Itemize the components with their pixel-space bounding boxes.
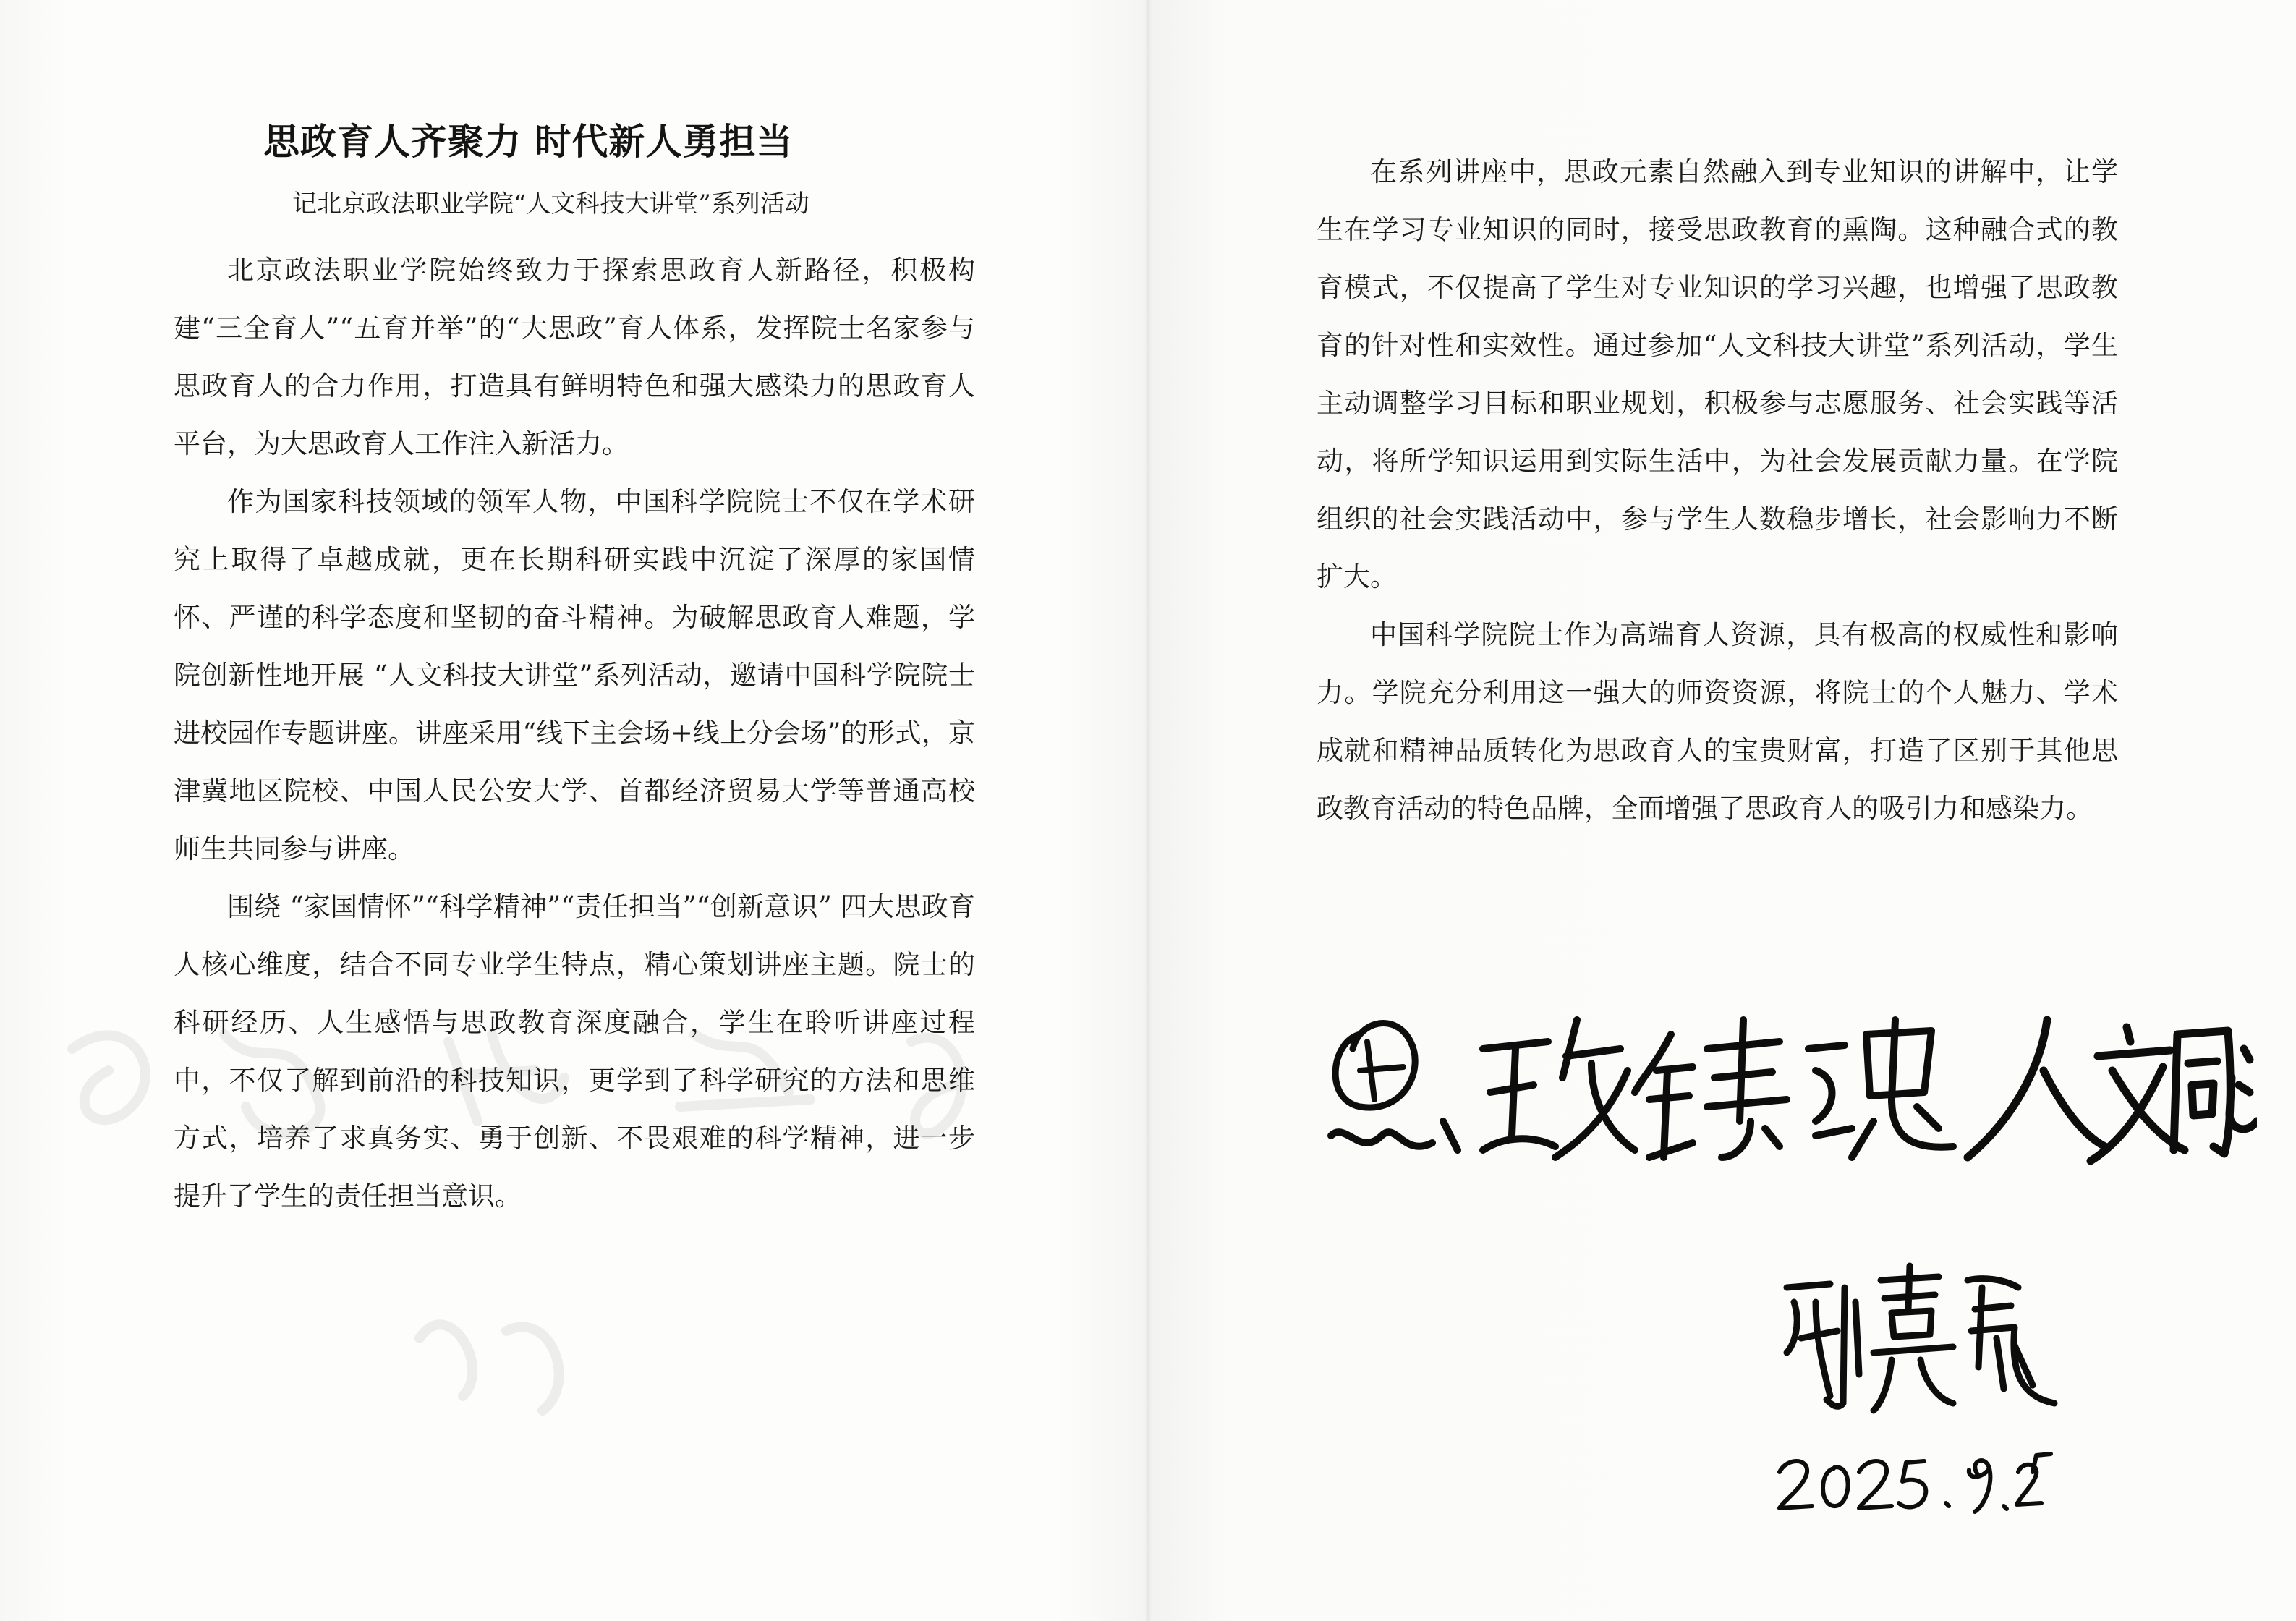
paragraph-5: 中国科学院院士作为高端育人资源，具有极高的权威性和影响力。学院充分利用这一强大的师资资源，将院士的个人魅力、学术成就和精神品质转化为思政育人的宝贵财富，打造了区别于其他思政教育活动的特色品牌，全面增强了思政育人的吸引力和感染力。 xyxy=(1317,619,2118,824)
paragraph-1: 北京政法职业学院始终致力于探索思政育人新路径，积极构建“三全育人”“五育并举”的“大思政”育人体系，发挥院士名家参与思政育人的合力作用，打造具有鲜明特色和强大感染力的思政育人平台，为大思政育人工作注入新活力。 xyxy=(174,255,975,459)
right-column xyxy=(1317,143,2118,838)
handwritten-date xyxy=(1772,1439,2054,1519)
handwritten-inscription xyxy=(1317,991,2257,1179)
document-subtitle: 记北京政法职业学院“人文科技大讲堂”系列活动 xyxy=(292,190,809,218)
page-fold xyxy=(1144,0,1152,1621)
paragraph-4: 在系列讲座中，思政元素自然融入到专业知识的讲解中，让学生在学习专业知识的同时，接受思政教育的熏陶。这种融合式的教育模式，不仅提高了学生对专业知识的学习兴趣，也增强了思政教育的针对性和实效性。通过参加“人文科技大讲堂”系列活动，学生主动调整学习目标和职业规划，积极参与志愿服务、社会实践等活动，将所学知识运用到实际生活中，为社会发展贡献力量。在学院组织的社会实践活动中，参与学生人数稳步增长，社会影响力不断扩大。 xyxy=(1317,156,2118,592)
document-title: 思政育人齐聚力 时代新人勇担当 xyxy=(263,121,794,163)
handwritten-signature xyxy=(1765,1259,2069,1418)
paragraph-2: 作为国家科技领域的领军人物，中国科学院院士不仅在学术研究上取得了卓越成就，更在长期科研实践中沉淀了深厚的家国情怀、严谨的科学态度和坚韧的奋斗精神。为破解思政育人难题，学院创新性地开展 “人文科技大讲堂”系列活动，邀请中国科学院院士进校园作专题讲座。讲座采用“线下主会场+线上分会场”的形式，京津冀地区院校、中国人民公安大学、首都经济贸易大学等普通高校师生共同参与讲座。 xyxy=(174,486,975,864)
left-column xyxy=(174,242,975,1225)
paragraph-3: 围绕 “家国情怀”“科学精神”“责任担当”“创新意识” 四大思政育人核心维度，结合不同专业学生特点，精心策划讲座主题。院士的科研经历、人生感悟与思政教育深度融合，学生在聆听讲座过程中，不仅了解到前沿的科技知识，更学到了科学研究的方法和思维方式，培养了求真务实、勇于创新、不畏艰难的科学精神，进一步提升了学生的责任担当意识。 xyxy=(174,891,975,1212)
